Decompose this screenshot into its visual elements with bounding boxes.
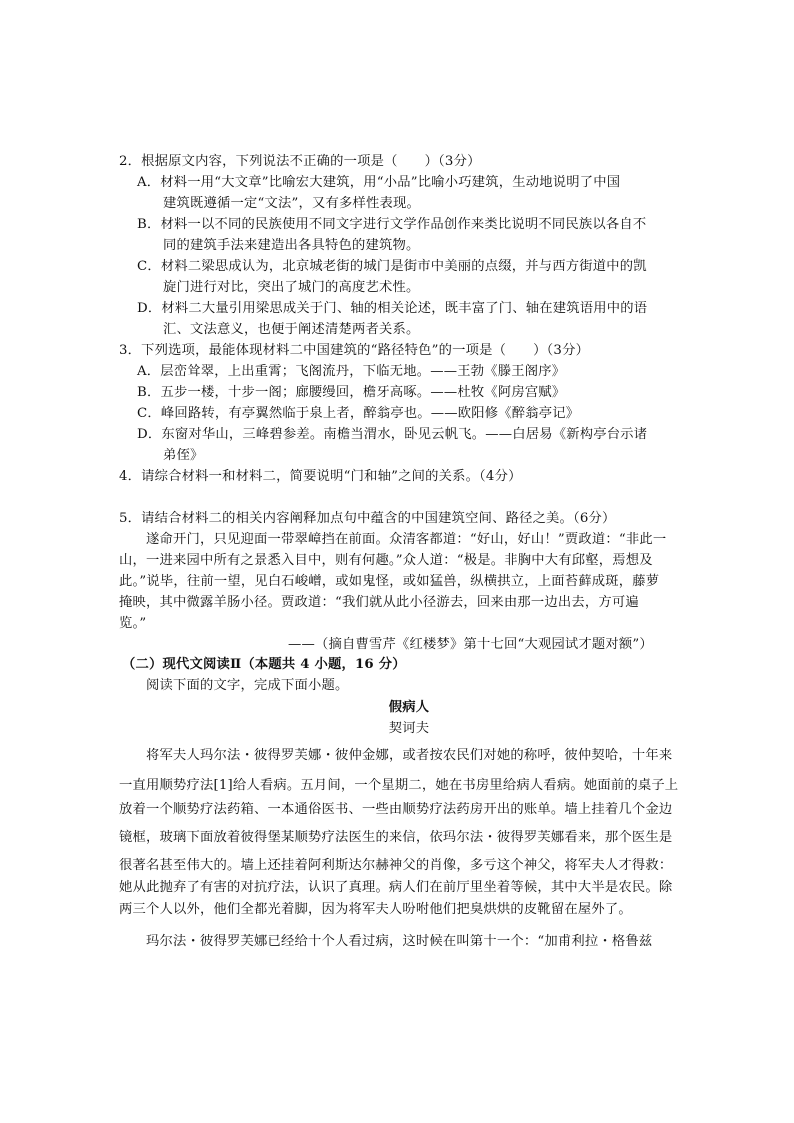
- passage-line: 山，一进来园中所有之景悉入目中，则有何趣。”众人道：“极是。非胸中大有邱壑，焉想及: [119, 553, 653, 568]
- story-paragraph-line: 将军夫人玛尔法・彼得罗芙娜・彼仲金娜，或者按农民们对她的称呼，彼仲契哈，十年来: [146, 748, 673, 763]
- section-heading: （二）现代文阅读Ⅱ（本题共 4 小题，16 分）: [122, 657, 406, 672]
- question-5-stem: 5．请结合材料二的相关内容阐释加点句中蕴含的中国建筑空间、路径之美。（6分）: [119, 511, 616, 526]
- story-title: 假病人: [388, 700, 430, 715]
- question-2-option-c: C．材料二梁思成认为，北京城老街的城门是街市中美丽的点缀，并与西方街道中的凯: [137, 259, 647, 274]
- story-paragraph-line: 玛尔法・彼得罗芙娜已经给十个人看过病，这时候在叫第十一个：“加甫利拉・格鲁兹: [146, 934, 653, 949]
- passage-line: 此。”说毕，往前一望，见白石峻嶒，或如鬼怪，或如猛兽，纵横拱立，上面苔藓成斑，藤萝: [119, 574, 660, 589]
- section-instruction: 阅读下面的文字，完成下面小题。: [146, 678, 349, 693]
- question-3-option-c: C．峰回路转，有亭翼然临于泉上者，醉翁亭也。——欧阳修《醉翁亭记》: [137, 406, 580, 421]
- story-paragraph-line: 一直用顺势疗法[1]给人看病。五月间，一个星期二，她在书房里给病人看病。她面前的桌子上: [119, 778, 679, 793]
- story-paragraph-line: 镜框，玻璃下面放着彼得堡某顺势疗法医生的来信，依玛尔法・彼得罗芙娜看来，那个医生是: [119, 830, 673, 845]
- question-2-option-a: A．材料一用“大文章”比喻宏大建筑，用“小品”比喻小巧建筑，生动地说明了中国: [137, 175, 621, 190]
- question-2-option-d: D．材料二大量引用梁思成关于门、轴的相关论述，既丰富了门、轴在建筑语用中的语: [137, 301, 648, 316]
- question-2-stem: 2．根据原文内容，下列说法不正确的一项是（ ）（3分）: [119, 154, 481, 169]
- story-paragraph-line: 她从此抛弃了有害的对抗疗法，认识了真理。病人们在前厅里坐着等候，其中大半是农民。除: [119, 880, 673, 895]
- question-2-option-b-cont: 同的建筑手法来建造出各具特色的建筑物。: [163, 238, 420, 253]
- question-2-option-d-cont: 汇、文法意义，也便于阐述清楚两者关系。: [163, 322, 420, 337]
- passage-source: ——（摘自曹雪芹《红楼梦》第十七回“大观园试才题对额”）: [288, 637, 653, 652]
- story-paragraph-line: 放着一个顺势疗法药箱、一本通俗医书、一些由顺势疗法药房开出的账单。墙上挂着几个金边: [119, 802, 673, 817]
- question-4-stem: 4．请综合材料一和材料二，简要说明“门和轴”之间的关系。（4分）: [119, 469, 522, 484]
- passage-line: 览。”: [119, 616, 147, 631]
- question-2-option-a-cont: 建筑既遵循一定“文法”，又有多样性表现。: [163, 196, 420, 211]
- question-2-option-c-cont: 旋门进行对比，突出了城门的高度艺术性。: [163, 280, 420, 295]
- question-3-option-d: D．东窗对华山，三峰碧参差。南檐当渭水，卧见云帆飞。——白居易《新构亭台示诸: [137, 427, 648, 442]
- question-3-option-a: A．层峦耸翠，上出重霄；飞阁流丹，下临无地。——王勃《滕王阁序》: [137, 364, 566, 379]
- story-author: 契诃夫: [388, 721, 430, 736]
- story-paragraph-line: 两三个人以外，他们全都光着脚，因为将军夫人吩咐他们把臭烘烘的皮靴留在屋外了。: [119, 902, 632, 917]
- story-paragraph-line: 很著名甚至伟大的。墙上还挂着阿利斯达尔赫神父的肖像，多亏这个神父，将军夫人才得救：: [119, 858, 673, 873]
- question-3-option-d-cont: 弟侄》: [163, 448, 204, 463]
- question-2-option-b: B．材料一以不同的民族使用不同文字进行文学作品创作来类比说明不同民族以各自不: [137, 217, 647, 232]
- question-3-stem: 3．下列选项，最能体现材料二中国建筑的“路径特色”的一项是（ ）（3分）: [119, 343, 590, 358]
- question-3-option-b: B．五步一楼，十步一阁；廊腰缦回，檐牙高啄。——杜牧《阿房宫赋》: [137, 385, 566, 400]
- passage-line: 掩映，其中微露羊肠小径。贾政道：“我们就从此小径游去，回来由那一边出去，方可遍: [119, 595, 639, 610]
- passage-line: 遂命开门，只见迎面一带翠嶂挡在前面。众清客都道：“好山，好山！”贾政道：“非此一: [146, 532, 667, 547]
